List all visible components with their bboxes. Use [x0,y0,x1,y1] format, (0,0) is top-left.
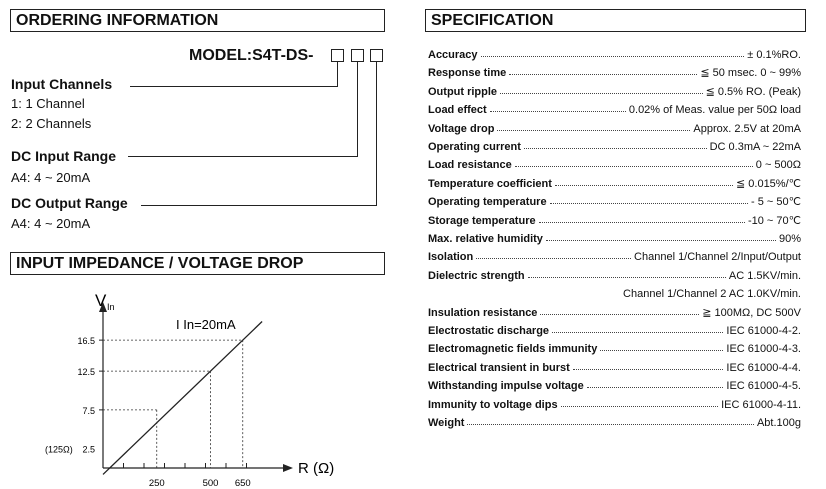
spec-row [428,356,801,374]
model-code: MODEL:S4T-DS- [189,47,314,64]
spec-row [428,61,801,79]
spec-key: Withstanding impulse voltage [428,380,584,393]
spec-key: Electrostatic discharge [428,325,550,337]
leader-dots [546,240,776,241]
input-channels-connector-v [337,62,338,87]
leader-dots [528,277,726,278]
input-channels-option: 1: 1 Channel [11,96,85,111]
leader-dots [524,148,707,149]
input-range-connector-v [357,62,358,157]
spec-key: Isolation [428,251,474,264]
spec-key: Voltage drop [428,122,495,135]
spec-row [428,282,801,300]
spec-row [428,227,801,245]
spec-row [428,411,801,429]
output-range-connector-v [376,62,377,206]
y-tick-label: 12.5 [77,367,95,378]
leader-dots [476,258,631,259]
input-range-box [351,49,364,62]
spec-value: ≦ 50 msec. 0 ~ 99% [700,67,801,80]
x-tick-label: 650 [234,478,251,489]
x-tick-label: 500 [202,478,219,489]
spec-key: Operating temperature [428,196,547,209]
dc-output-range-label: DC Output Range [11,195,128,211]
spec-row [428,117,801,135]
spec-row [428,190,801,208]
spec-value: AC 1.5KV/min. [728,269,801,282]
leader-dots [467,424,753,425]
spec-key: Immunity to voltage dips [428,398,558,411]
spec-value: 0.02% of Meas. value per 50Ω load [628,104,801,117]
input-channels-connector [130,86,338,87]
y-tick-label: 2.5 [82,444,95,455]
x-tick-label: 250 [148,478,165,489]
spec-value: ≦ 0.015%/℃ [736,177,801,190]
spec-key: Output ripple [428,85,498,98]
y-axis-label-subscript: In [107,302,115,312]
spec-row [428,209,801,227]
input-range-connector [128,156,358,157]
spec-value: Approx. 2.5V at 20mA [693,122,801,135]
leader-dots [540,314,699,315]
spec-row [428,245,801,263]
leader-dots [561,406,719,407]
spec-value: Abt.100g [756,417,801,429]
spec-key: Max. relative humidity [428,233,543,245]
spec-row [428,374,801,392]
y-tick-label: 7.5 [82,405,95,416]
spec-row [428,319,801,337]
input-channels-label: Input Channels [11,76,113,92]
leader-dots [515,166,753,167]
spec-value: DC 0.3mA ~ 22mA [709,141,801,153]
dc-input-range-label: DC Input Range [11,148,116,164]
leader-dots [600,350,723,351]
spec-value: ≧ 100MΩ, DC 500V [702,306,801,319]
leader-dots [509,74,697,75]
spec-row [428,393,801,411]
dc-input-range-option: A4: 4 ~ 20mA [11,170,91,185]
spec-row [428,98,801,116]
spec-row [428,43,801,61]
x-axis-label: R (Ω) [298,460,335,477]
spec-value: 90% [778,233,801,245]
leader-dots [500,93,703,94]
x-axis-arrow [283,464,293,472]
dc-output-range-option: A4: 4 ~ 20mA [11,216,91,231]
spec-key: Electrical transient in burst [428,361,570,374]
spec-row [428,80,801,98]
spec-key: Temperature coefficient [428,177,552,190]
input-channels-box [331,49,344,62]
ordering-title: ORDERING INFORMATION [10,9,385,32]
voltage-drop-line [103,322,262,475]
spec-key: Load resistance [428,159,512,172]
leader-dots [555,185,733,186]
spec-key: Response time [428,67,507,80]
spec-row [428,153,801,171]
spec-value: -10 ~ 70℃ [747,214,801,227]
spec-key: Electromagnetic fields immunity [428,343,598,356]
spec-row [428,264,801,282]
leader-dots [539,222,745,223]
leader-dots [550,203,748,204]
spec-key: Storage temperature [428,214,536,227]
spec-value: IEC 61000-4-4. [726,361,801,374]
spec-row [428,337,801,355]
spec-title: SPECIFICATION [425,9,806,32]
spec-value: IEC 61000-4-2. [726,325,801,337]
spec-key: Weight [428,417,465,429]
spec-value: ≦ 0.5% RO. (Peak) [705,85,801,98]
origin-label: (125Ω) [45,444,73,455]
leader-dots [481,56,745,57]
output-range-box [370,49,383,62]
spec-row [428,172,801,190]
spec-value: 0 ~ 500Ω [755,159,801,172]
spec-key: Load effect [428,104,487,117]
spec-value: ± 0.1%RO. [747,49,801,61]
spec-value: IEC 61000-4-5. [726,380,801,393]
spec-value: - 5 ~ 50℃ [751,196,801,209]
leader-dots [587,387,724,388]
output-range-connector [141,205,377,206]
leader-dots [490,111,626,112]
spec-key: Accuracy [428,49,478,61]
spec-key: Insulation resistance [428,306,538,319]
spec-key: Operating current [428,141,521,153]
input-channels-option: 2: 2 Channels [11,116,92,131]
impedance-title: INPUT IMPEDANCE / VOLTAGE DROP [10,252,385,275]
spec-key: Dielectric strength [428,269,525,282]
impedance-chart [0,280,400,489]
spec-value: Channel 1/Channel 2 AC 1.0KV/min. [623,288,801,301]
y-tick-label: 16.5 [77,336,95,347]
leader-dots [573,369,724,370]
leader-dots [552,332,723,333]
spec-value: IEC 61000-4-3. [726,343,801,356]
spec-value: IEC 61000-4-11. [721,398,801,411]
spec-row [428,135,801,153]
spec-row [428,301,801,319]
chart-annotation: I In=20mA [176,317,236,332]
leader-dots [497,130,690,131]
y-axis-label: V [95,291,107,310]
spec-value: Channel 1/Channel 2/Input/Output [634,251,801,264]
